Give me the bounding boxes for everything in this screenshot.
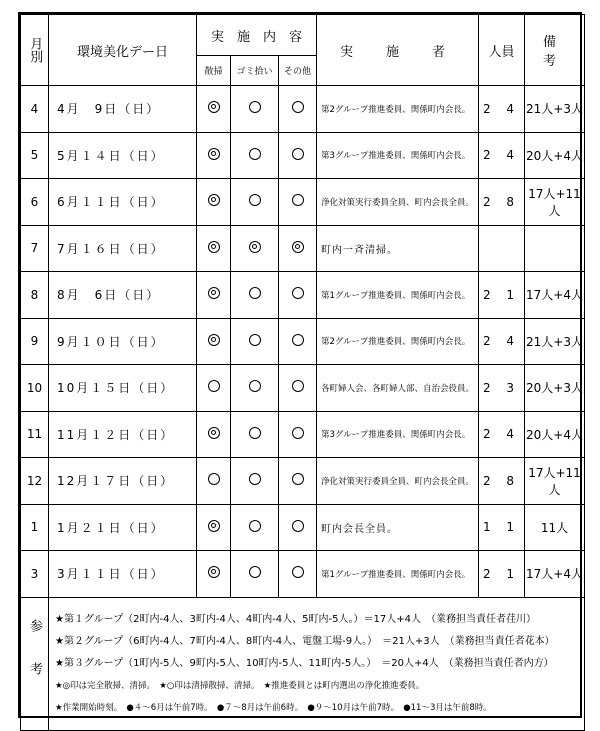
people-cell: 2 8 [479, 179, 525, 226]
mark-cell [231, 551, 279, 598]
table-row [21, 272, 585, 319]
month-cell: 12 [21, 458, 49, 505]
date-cell: 10月１５日（日） [49, 365, 197, 412]
header-executor: 実 施 者 [317, 15, 479, 86]
double-circle-icon [208, 334, 220, 346]
executor-cell: 浄化対策実行委員全員、町内会長全員。 [317, 179, 479, 226]
note-line: ★第１グループ（2町内-4人、3町内-4人、4町内-4人、5町内-5人。）＝17人+4人 （業務担当責任者荏川） [55, 613, 536, 625]
month-cell: 8 [21, 272, 49, 319]
circle-icon [249, 566, 261, 578]
people-cell: 2 4 [479, 86, 525, 133]
remark-cell [525, 225, 585, 272]
header-day: 環境美化デー日 [49, 15, 197, 86]
remark-cell: 21人+3人 [525, 86, 585, 133]
schedule-table [20, 14, 590, 731]
executor-cell: 第3グループ推進委員、関係町内会長。 [317, 411, 479, 458]
people-cell: 2 4 [479, 411, 525, 458]
circle-icon [249, 334, 261, 346]
date-cell: 12月１７日（日） [49, 458, 197, 505]
mark-cell [279, 272, 317, 319]
mark-cell [231, 86, 279, 133]
month-cell: 6 [21, 179, 49, 226]
mark-cell [279, 86, 317, 133]
double-circle-icon [208, 148, 220, 160]
note-line: ★◎印は完全散掃、清掃。 ★○印は清掃散掃、清掃。 ★推進委員とは町内選出の浄化推進委員。 [55, 680, 425, 691]
people-cell: 2 3 [479, 365, 525, 412]
table-row [21, 132, 585, 179]
mark-cell [197, 458, 231, 505]
notes-label: 参考 [21, 597, 49, 730]
month-cell: 4 [21, 86, 49, 133]
executor-cell: 第1グループ推進委員、関係町内会長。 [317, 551, 479, 598]
mark-cell [231, 225, 279, 272]
table-row [21, 225, 585, 272]
mark-cell [197, 411, 231, 458]
date-cell: 8月 6日（日） [49, 272, 197, 319]
mark-cell [279, 225, 317, 272]
people-cell [479, 225, 525, 272]
executor-cell: 第2グループ推進委員、関係町内会長。 [317, 86, 479, 133]
double-circle-icon [292, 241, 304, 253]
executor-cell: 各町婦人会、各町婦人部、自治会役員。 [317, 365, 479, 412]
remark-cell: 17人+4人 [525, 551, 585, 598]
mark-cell [197, 179, 231, 226]
circle-icon [292, 194, 304, 206]
mark-cell [231, 179, 279, 226]
mark-cell [197, 318, 231, 365]
circle-icon [292, 380, 304, 392]
schedule-sheet [18, 12, 590, 718]
remark-cell: 17人+11人 [525, 458, 585, 505]
circle-icon [292, 148, 304, 160]
date-cell: 11月１２日（日） [49, 411, 197, 458]
circle-icon [208, 380, 220, 392]
table-row [21, 318, 585, 365]
mark-cell [279, 132, 317, 179]
mark-cell [231, 272, 279, 319]
date-cell: 3月１１日（日） [49, 551, 197, 598]
table-row [21, 86, 585, 133]
note-line: ★第３グループ（1町内-5人、9町内-5人、10町内-5人、11町内-5人。） ＝20人+4人 （業務担当責任者内方） [55, 657, 554, 669]
people-cell: 2 1 [479, 551, 525, 598]
mark-cell [279, 179, 317, 226]
mark-cell [231, 411, 279, 458]
month-cell: 10 [21, 365, 49, 412]
circle-icon [292, 473, 304, 485]
header-month: 月別 [21, 15, 49, 86]
people-cell: 1 1 [479, 504, 525, 551]
mark-cell [197, 225, 231, 272]
mark-cell [279, 365, 317, 412]
mark-cell [197, 272, 231, 319]
double-circle-icon [208, 194, 220, 206]
executor-cell: 浄化対策実行委員全員、町内会長全員。 [317, 458, 479, 505]
date-cell: 7月１６日（日） [49, 225, 197, 272]
month-cell: 5 [21, 132, 49, 179]
header-content: 実 施 内 容 [197, 15, 317, 56]
mark-cell [279, 458, 317, 505]
executor-cell: 町内会長全員。 [317, 504, 479, 551]
remark-cell: 21人+3人 [525, 318, 585, 365]
date-cell: 4月 9日（日） [49, 86, 197, 133]
circle-icon [249, 520, 261, 532]
circle-icon [292, 427, 304, 439]
mark-cell [279, 504, 317, 551]
table-row [21, 179, 585, 226]
circle-icon [292, 334, 304, 346]
table-row [21, 458, 585, 505]
people-cell: 2 8 [479, 458, 525, 505]
circle-icon [292, 101, 304, 113]
mark-cell [197, 365, 231, 412]
month-cell: 3 [21, 551, 49, 598]
mark-cell [197, 132, 231, 179]
remark-cell: 17人+4人 [525, 272, 585, 319]
circle-icon [249, 148, 261, 160]
notes-block [49, 597, 585, 730]
header-sub-litter: ゴミ拾い [231, 56, 279, 86]
date-cell: 6月１１日（日） [49, 179, 197, 226]
date-cell: 5月１４日（日） [49, 132, 197, 179]
mark-cell [279, 551, 317, 598]
people-cell: 2 4 [479, 132, 525, 179]
remark-cell: 17人+11人 [525, 179, 585, 226]
mark-cell [231, 504, 279, 551]
table-row [21, 504, 585, 551]
mark-cell [279, 411, 317, 458]
header-sub-other: その他 [279, 56, 317, 86]
circle-icon [292, 520, 304, 532]
double-circle-icon [208, 520, 220, 532]
mark-cell [231, 132, 279, 179]
executor-cell: 町内一斉清掃。 [317, 225, 479, 272]
mark-cell [197, 504, 231, 551]
header-remarks: 備 考 [525, 15, 585, 86]
executor-cell: 第3グループ推進委員、関係町内会長。 [317, 132, 479, 179]
executor-cell: 第2グループ推進委員、関係町内会長。 [317, 318, 479, 365]
circle-icon [249, 380, 261, 392]
circle-icon [208, 473, 220, 485]
double-circle-icon [208, 427, 220, 439]
note-line: ★第２グループ（6町内-4人、7町内-4人、8町内-4人、電盤工場-9人。） ＝21人+3人 （業務担当責任者花本） [55, 635, 555, 647]
date-cell: 1月２１日（日） [49, 504, 197, 551]
month-cell: 11 [21, 411, 49, 458]
remark-cell: 20人+4人 [525, 411, 585, 458]
executor-cell: 第1グループ推進委員、関係町内会長。 [317, 272, 479, 319]
remark-cell: 20人+3人 [525, 365, 585, 412]
mark-cell [197, 551, 231, 598]
circle-icon [249, 194, 261, 206]
header-people: 人員 [479, 15, 525, 86]
double-circle-icon [208, 101, 220, 113]
double-circle-icon [208, 287, 220, 299]
circle-icon [292, 566, 304, 578]
people-cell: 2 1 [479, 272, 525, 319]
remark-cell: 20人+4人 [525, 132, 585, 179]
circle-icon [292, 287, 304, 299]
circle-icon [249, 101, 261, 113]
mark-cell [231, 458, 279, 505]
table-row [21, 411, 585, 458]
mark-cell [231, 318, 279, 365]
month-cell: 7 [21, 225, 49, 272]
note-line: ★作業開始時刻。 ●４～6月は午前7時。 ●７～8月は午前6時。 ●９～10月は午前7時。 ●11～3月は午前8時。 [55, 702, 492, 713]
double-circle-icon [208, 566, 220, 578]
table-row [21, 551, 585, 598]
mark-cell [231, 365, 279, 412]
month-cell: 1 [21, 504, 49, 551]
date-cell: 9月１０日（日） [49, 318, 197, 365]
circle-icon [249, 287, 261, 299]
mark-cell [279, 318, 317, 365]
month-cell: 9 [21, 318, 49, 365]
circle-icon [249, 427, 261, 439]
table-row [21, 365, 585, 412]
double-circle-icon [249, 241, 261, 253]
people-cell: 2 4 [479, 318, 525, 365]
remark-cell: 11人 [525, 504, 585, 551]
header-sub-sweep: 散掃 [197, 56, 231, 86]
circle-icon [249, 473, 261, 485]
double-circle-icon [208, 241, 220, 253]
mark-cell [197, 86, 231, 133]
